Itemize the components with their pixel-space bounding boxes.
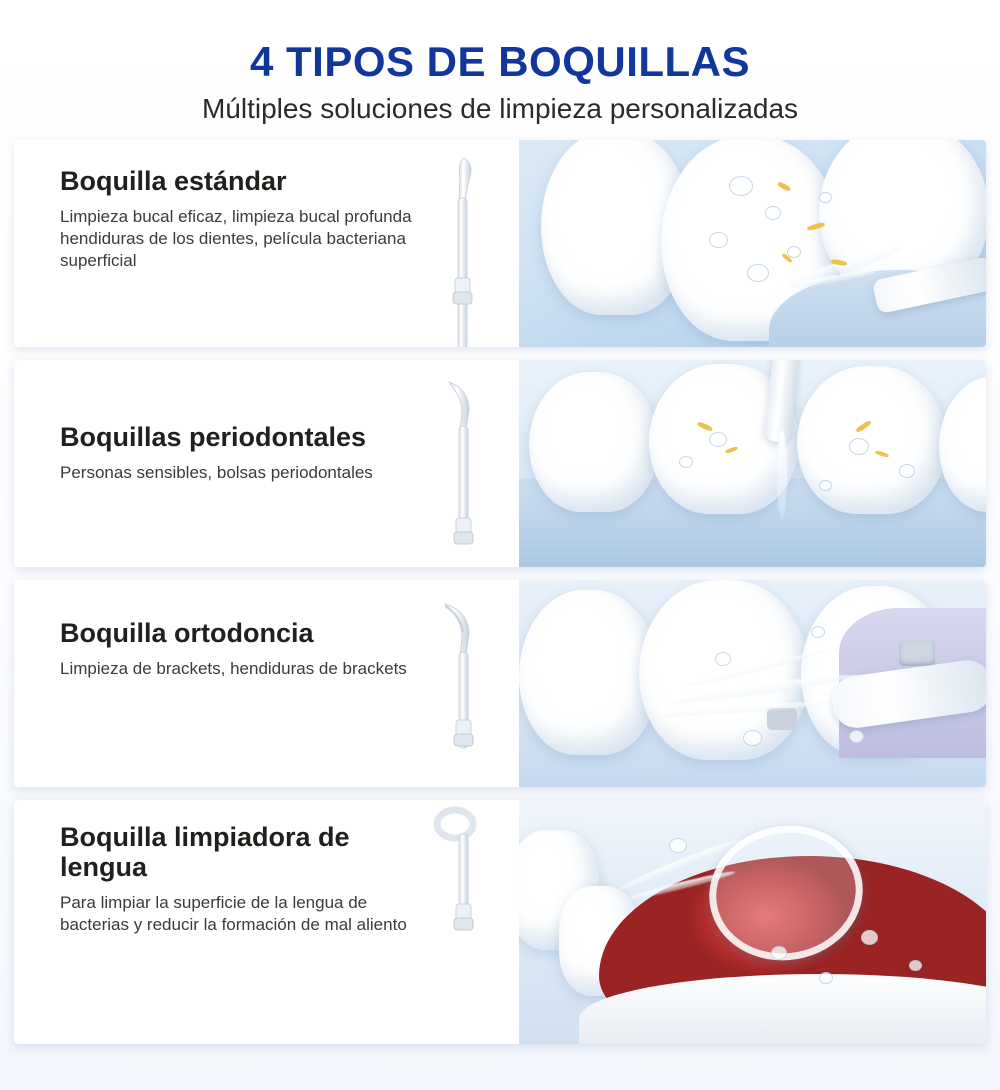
teeth-water-jet-photo	[519, 140, 986, 347]
card-photo	[519, 360, 986, 567]
standard-nozzle-icon	[419, 140, 505, 347]
tongue-cleaning-photo	[519, 800, 986, 1044]
card-content	[14, 360, 519, 567]
card-title: Boquilla estándar	[60, 165, 287, 196]
card-description: Para limpiar la superficie de la lengua de bacterias y reducir la formación de mal aliento	[60, 893, 407, 935]
card-text-block	[60, 422, 419, 484]
card-description: Limpieza bucal eficaz, limpieza bucal profunda hendiduras de los dientes, película bacteriana superficial	[60, 206, 412, 271]
card-photo	[519, 140, 986, 347]
card-description: Limpieza de brackets, hendiduras de brackets	[60, 658, 407, 678]
nozzle-card	[14, 800, 986, 1044]
card-photo	[519, 800, 986, 1044]
nozzle-card-list	[0, 140, 1000, 1044]
card-text-block	[60, 618, 419, 680]
card-content	[14, 140, 519, 347]
card-text-block	[60, 166, 419, 273]
card-text-block	[60, 822, 419, 937]
nozzle-card	[14, 580, 986, 787]
card-title: Boquilla ortodoncia	[60, 617, 314, 648]
nozzle-card	[14, 140, 986, 347]
orthodontic-nozzle-icon	[419, 580, 505, 787]
braces-water-jet-photo	[519, 580, 986, 787]
gumline-water-jet-photo	[519, 360, 986, 567]
card-description: Personas sensibles, bolsas periodontales	[60, 462, 373, 482]
card-photo	[519, 580, 986, 787]
page-header	[0, 0, 1000, 126]
card-content	[14, 580, 519, 787]
page-subtitle: Múltiples soluciones de limpieza personalizadas	[201, 93, 799, 125]
card-title: Boquillas periodontales	[60, 421, 367, 452]
card-title: Boquilla limpiadora de lengua	[60, 821, 350, 882]
periodontal-nozzle-icon	[419, 360, 505, 567]
tongue-cleaner-nozzle-icon	[419, 800, 505, 1044]
card-content	[14, 800, 519, 1044]
page-title: 4 TIPOS DE BOQUILLAS	[249, 38, 751, 85]
nozzle-card	[14, 360, 986, 567]
